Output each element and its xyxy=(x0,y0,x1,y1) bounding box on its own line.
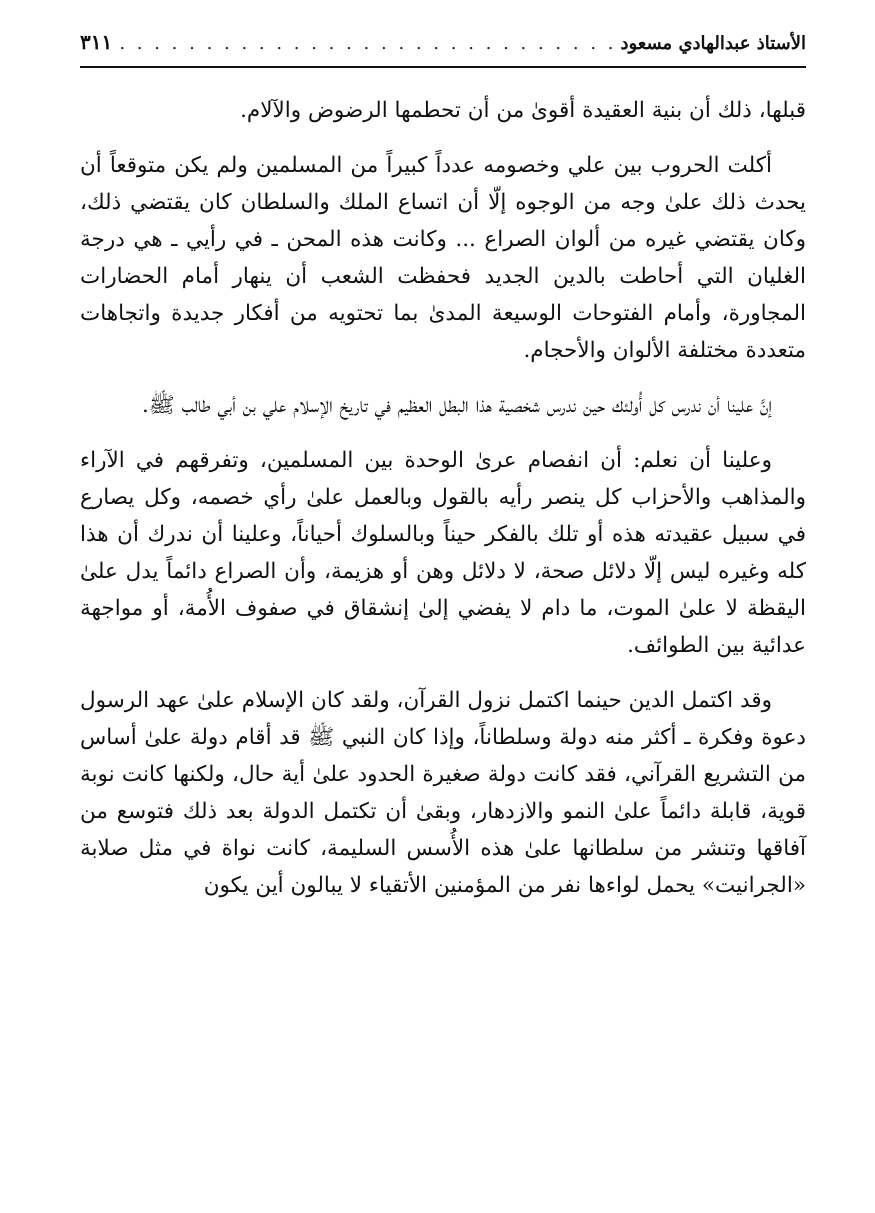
paragraph: وعلينا أن نعلم: أن انفصام عرىٰ الوحدة بين المسلمين، وتفرقهم في الآراء والمذاهب والأحزاب كل ينصر رأيه بالقول وبالعمل علىٰ رأي خصمه، وكل يصارع في سبيل عقيدته هذه أو تلك بالفكر حيناً وبالسلوك أحياناً، وعلينا أن ندرك أن هذا كله وغيره ليس إلّا دلائل صحة، لا دلائل وهن أو هزيمة، وأن الصراع دائماً يدل علىٰ اليقظة لا علىٰ الموت، ما دام لا يفضي إلىٰ إنشقاق في صفوف الأُمة، أو مواجهة عدائية بين الطوائف. xyxy=(80,448,806,658)
running-header xyxy=(80,30,806,68)
paragraph: وقد اكتمل الدين حينما اكتمل نزول القرآن، ولقد كان الإسلام علىٰ عهد الرسول دعوة وفكرة ـ أكثر منه دولة وسلطاناً، وإذا كان النبي ﷺ قد أقام دولة علىٰ أساس من التشريع القرآني، فقد كانت دولة صغيرة الحدود علىٰ أية حال، ولكنها كانت نوبة قوية، قابلة دائماً علىٰ النمو والازدهار، وبقىٰ أن تكتمل الدولة بعد ذلك فتوسع من آفاقها وتنشر من سلطانها علىٰ هذه الأُسس السليمة، كانت نواة في مثل صلابة «الجرانيت» يحمل لواءها نفر من المؤمنين الأتقياء لا يبالون أين يكون xyxy=(80,688,806,898)
paragraph: أكلت الحروب بين علي وخصومه عدداً كبيراً من المسلمين ولم يكن متوقعاً أن يحدث ذلك علىٰ وجه من الوجوه إلّا أن اتساع الملك والسلطان كان يقتضي ذلك، وكان يقتضي غيره من ألوان الصراع ... وكانت هذه المحن ـ في رأيي ـ هي درجة الغليان التي أحاطت بالدين الجديد فحفظت الشعب أن ينهار أمام الحضارات المجاورة، وأمام الفتوحات الوسيعة المدىٰ بما تحتويه من أفكار جديدة واتجاهات متعددة مختلفة الألوان والأحجام. xyxy=(80,153,806,363)
paragraph: إنَّ علينا أن ندرس كل أُولئك حين ندرس شخصية هذا البطل العظيم في تاريخ الإسلام علي بن أبي طالب ﷺ. xyxy=(141,393,772,418)
book-page xyxy=(80,30,806,922)
leader-dots xyxy=(116,33,616,54)
page-number: ٣١١ xyxy=(80,30,113,54)
running-title: الأستاذ عبدالهادي مسعود xyxy=(620,33,806,54)
paragraph: قبلها، ذلك أن بنية العقيدة أقوىٰ من أن تحطمها الرضوض والآلام. xyxy=(240,98,806,123)
body-text xyxy=(80,92,806,904)
